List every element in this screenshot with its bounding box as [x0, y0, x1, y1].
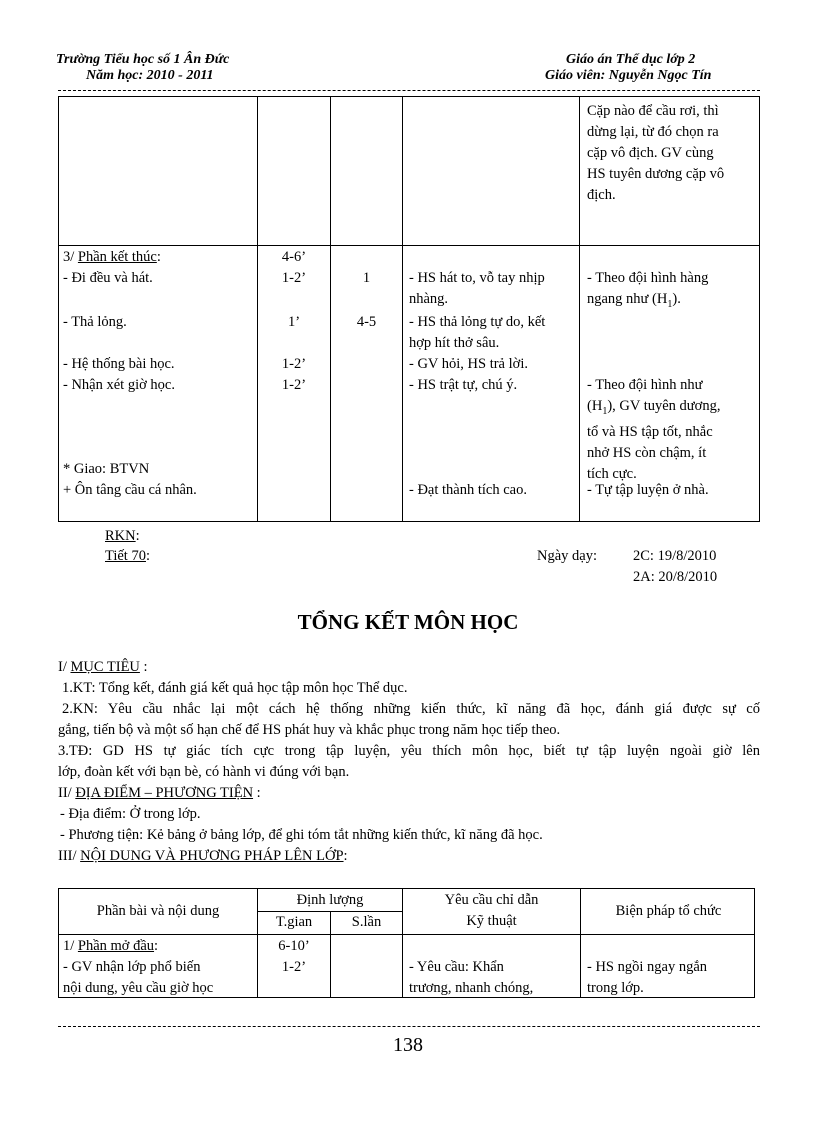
content-item: * Giao: BTVN [63, 461, 150, 477]
count-value: 1 [362, 270, 371, 286]
time-value: 1-2’ [281, 959, 307, 975]
section-location-title: II/ ĐỊA ĐIỂM – PHƯƠNG TIỆN : [58, 785, 261, 801]
content-item: - GV nhận lớp phổ biến [63, 959, 201, 975]
row-divider [59, 934, 754, 935]
time-value: 1’ [287, 314, 301, 330]
section-objectives-title: I/ MỤC TIÊU : [58, 659, 148, 675]
page-number: 138 [393, 1034, 423, 1056]
content-item: nội dung, yêu cầu giờ học [63, 980, 214, 996]
time-value: 6-10’ [278, 938, 310, 954]
section-content-title: III/ NỘI DUNG VÀ PHƯƠNG PHÁP LÊN LỚP: [58, 848, 348, 864]
requirement: - HS thả lỏng tự do, kết hợp hít thở sâu. [409, 314, 546, 351]
header-amount: Định lượng [296, 892, 364, 908]
organization-method: - Tự tập luyện ở nhà. [587, 482, 709, 498]
header-requirement: Yêu cầu chỉ dẫn Kỹ thuật [444, 892, 539, 929]
time-value: 1-2’ [281, 356, 307, 372]
header-time: T.gian [275, 914, 313, 930]
rkn-label: RKN: [105, 528, 140, 544]
lesson-table [58, 888, 755, 998]
requirement: trương, nhanh chóng, [409, 980, 534, 996]
teacher-name: Giáo viên: Nguyễn Ngọc Tín [545, 68, 712, 83]
col-divider [257, 97, 258, 521]
requirement: - Đạt thành tích cao. [409, 482, 527, 498]
date-2c: 2C: 19/8/2010 [633, 548, 717, 564]
header-content: Phần bài và nội dung [96, 903, 220, 919]
opening-section-title: 1/ Phần mở đầu: [63, 938, 159, 954]
page-title: TỔNG KẾT MÔN HỌC [297, 610, 519, 634]
col-divider [402, 97, 403, 521]
school-year: Năm học: 2010 - 2011 [86, 68, 214, 83]
requirement: - Yêu cầu: Khẩn [409, 959, 504, 975]
row-divider [59, 245, 759, 246]
objective-skill: 2.KN: Yêu cầu nhắc lại một cách hệ thống những kiến thức, kĩ năng đã học, đánh giá được sự cố [62, 701, 760, 717]
location-item: - Địa điểm: Ở trong lớp. [60, 806, 201, 822]
requirement: - GV hỏi, HS trả lời. [409, 356, 528, 372]
date-label: Ngày dạy: [537, 548, 597, 564]
equipment-item: - Phương tiện: Kẻ bảng ở bảng lớp, để ghi tóm tắt những kiến thức, kĩ năng đã học. [60, 827, 543, 843]
time-value: 4-6’ [281, 249, 307, 265]
objective-skill-cont: gắng, tiến bộ và một số hạn chế để HS phát huy và khắc phục trong năm học tiếp theo. [58, 722, 561, 738]
col-divider [579, 97, 580, 521]
time-value: 1-2’ [281, 270, 307, 286]
method-continued: Cặp nào để cầu rơi, thì dừng lại, từ đó chọn ra cặp vô địch. GV cùng HS tuyên dương cặp vô địch. [587, 103, 725, 203]
requirement: - HS hát to, vỗ tay nhịp nhàng. [409, 270, 545, 307]
content-item: - Nhận xét giờ học. [63, 377, 175, 393]
requirement: - HS trật tự, chú ý. [409, 377, 518, 393]
organization-method: - Theo đội hình hàng ngang như $(H_1)$. [587, 270, 709, 310]
content-item: - Hệ thống bài học. [63, 356, 175, 372]
col-divider [330, 97, 331, 521]
footer-divider [58, 1026, 760, 1027]
content-item: - Thả lỏng. [63, 314, 127, 330]
header-count: S.lần [351, 914, 382, 930]
lesson-number: Tiết 70: [105, 548, 150, 564]
content-item: - Đi đều và hát. [63, 270, 153, 286]
organization-method: trong lớp. [587, 980, 644, 996]
time-value: 1-2’ [281, 377, 307, 393]
lesson-subject: Giáo án Thể dục lớp 2 [566, 52, 696, 67]
header-method: Biện pháp tổ chức [615, 903, 722, 919]
content-item: + Ôn tâng cầu cá nhân. [63, 482, 197, 498]
objective-attitude: 3.TĐ: GD HS tự giác tích cực trong tập luyện, yêu thích môn học, biết tự tập luyện ngoài giờ lên [58, 743, 760, 759]
closing-section-title: 3/ Phần kết thúc: [63, 249, 161, 265]
date-2a: 2A: 20/8/2010 [633, 569, 718, 585]
school-name: Trường Tiểu học số 1 Ân Đức [56, 52, 230, 67]
objective-attitude-cont: lớp, đoàn kết với bạn bè, có hành vi đúng với bạn. [58, 764, 350, 780]
organization-method: - Theo đội hình như $(H_1)$, GV tuyên dương, tổ và HS tập tốt, nhắc nhở HS còn chậm, ít tích cực. [587, 377, 721, 482]
organization-method: - HS ngồi ngay ngắn [587, 959, 708, 975]
objective-knowledge: 1.KT: Tổng kết, đánh giá kết quả học tập môn học Thể dục. [62, 680, 408, 696]
lesson-table-continued [58, 96, 760, 522]
header-divider [58, 90, 760, 91]
count-value: 4-5 [356, 314, 377, 330]
